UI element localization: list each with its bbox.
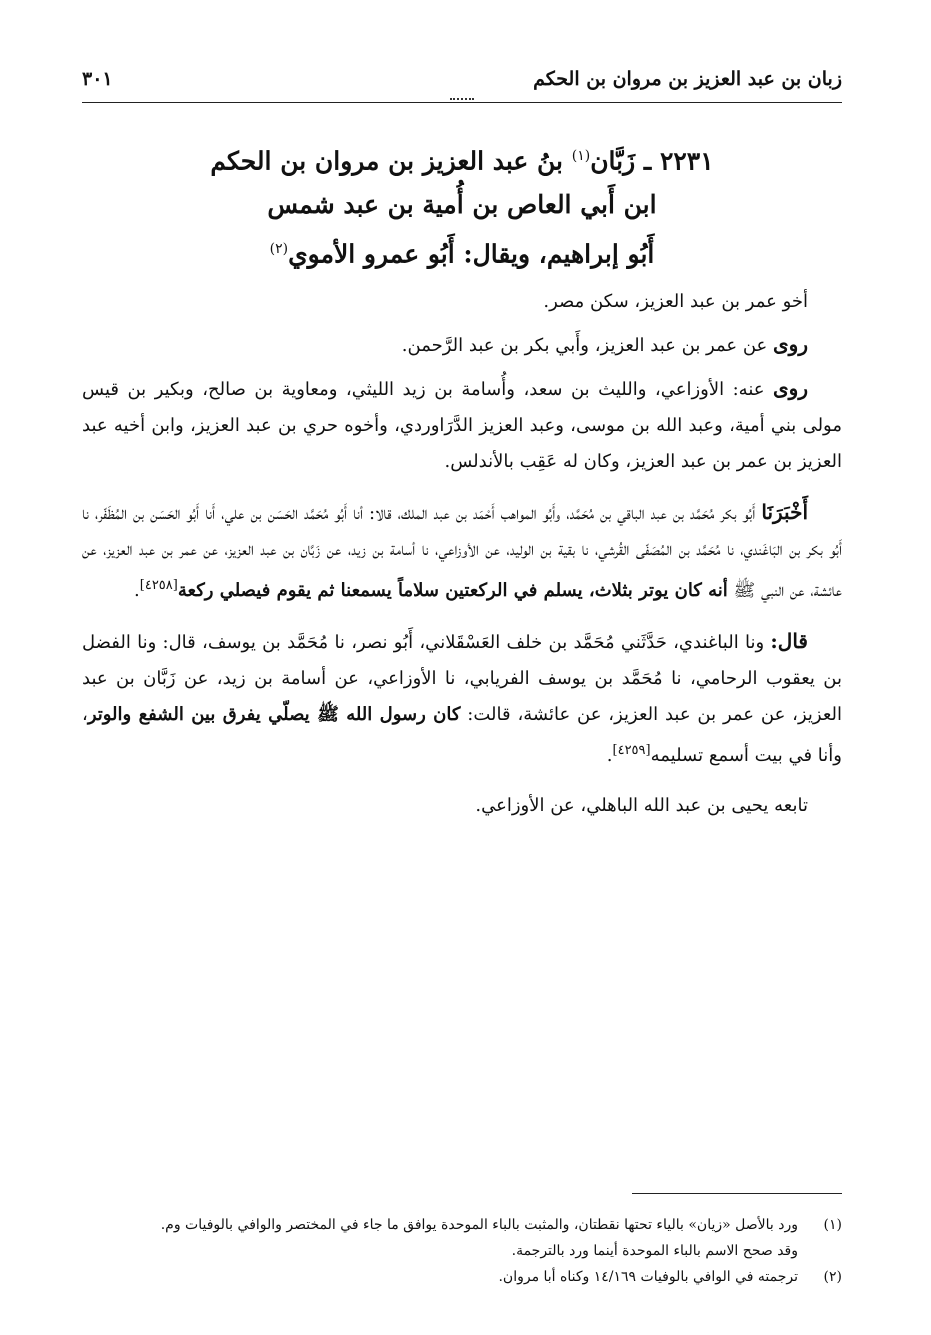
footnote-1-continuation: وقد صحح الاسم بالباء الموحدة أينما ورد بالترجمة. — [511, 1243, 798, 1259]
paragraph-end: . — [134, 580, 140, 601]
footnotes — [82, 1212, 842, 1290]
paragraph-hadith-2 — [82, 623, 842, 774]
footnote-divider — [632, 1193, 842, 1194]
footnote-ref-2[interactable]: (٢) — [269, 241, 289, 258]
lead-word: روى — [773, 376, 808, 400]
header-ornament — [450, 98, 474, 103]
hadith-matn: أنه كان يوتر بثلاث، يسلم في الركعتين سلاماً يسمعنا ثم يقوم فيصلي ركعة — [177, 580, 728, 601]
paragraph-end: . — [606, 745, 613, 766]
entry-heading-line-3 — [82, 227, 842, 276]
running-header — [82, 62, 842, 103]
hadith-matn: كان رسول الله ﷺ يصلّي يفرق بين الشفع والوتر — [87, 704, 461, 725]
lead-word: قال: — [770, 629, 808, 653]
footnote-number: (١) — [823, 1217, 842, 1233]
entry-heading-line-1 — [82, 134, 842, 183]
hadith-number: [٤٢٥٨] — [139, 578, 178, 593]
entry-heading-line-2: ابن أَبي العاص بن أُمية بن عبد شمس — [267, 190, 657, 220]
footnote-text: ورد بالأصل «زيان» بالياء تحتها نقطتان، والمثبت بالباء الموحدة يوافق ما جاء في المختصر والوافي بالوفيات وم. — [160, 1217, 798, 1233]
hadith-number: [٤٢٥٩] — [612, 743, 651, 758]
paragraph-narrators — [82, 370, 842, 480]
footnote-2 — [82, 1264, 842, 1290]
lead-word: أَخْبَرَنَا — [761, 500, 808, 524]
entry-lineage-1: بنُ عبد العزيز بن مروان بن الحكم — [210, 146, 563, 176]
paragraph-text: عن عمر بن عبد العزيز، وأَبي بكر بن عبد الرَّحمن. — [401, 335, 774, 356]
isnad-text: أَبُو بكر مُحَمَّد بن عبد الباقي بن مُحَمَّد، وأَبُو المواهب أَحْمَد بن عبد الملك، قالا: أنا أَبُو مُحَمَّد الحَسَن بن علي، أَنا أَبُو الحَسَن بن المُظَفّر، نا أَبُو بكر بن البَاغَندي، نا مُحَمَّد بن المُصَفّى القُرشي، نا بقية بن الوليد، عن الأوزاعي، نا أسامة بن زيد، عن زَبَّان بن عبد العزيز، عن عمر بن عبد العزيز، عن عائشة، عن النبي ﷺ — [82, 503, 842, 601]
paragraph-hadith-1 — [82, 494, 842, 609]
entry-number-name: ٢٢٣١ ـ زَبَّان — [590, 146, 714, 176]
document-page — [82, 62, 842, 1312]
page-number: ٣٠١ — [82, 68, 113, 90]
footnote-1 — [82, 1212, 842, 1238]
paragraph-narrated-from — [82, 326, 842, 364]
footnote-ref-1[interactable]: (١) — [571, 148, 591, 164]
paragraph-text: عنه: الأوزاعي، والليث بن سعد، وأُسامة بن زيد الليثي، ومعاوية بن صالح، وبكير بن قيس مولى بني أمية، وعبد الله بن موسى، وعبد العزيز الدَّرَاوردي، وأخوه حري بن عبد العزيز، وابن أخيه عبد العزيز بن عمر بن عبد العزيز، وكان له عَقِب بالأندلس. — [82, 379, 842, 472]
body-text — [82, 284, 842, 838]
footnote-text: ترجمته في الوافي بالوفيات ١٤/١٦٩ وكناه أبا مروان. — [498, 1269, 798, 1285]
isnad-text: ونا الباغندي، حَدَّثَني مُحَمَّد بن خلف العَسْقَلاني، أَبُو نصر، نا مُحَمَّد بن يوسف، قال: ونا الفضل بن يعقوب الرحامي، نا مُحَمَّد بن يوسف الفريابي، نا الأوزاعي، عن أسامة بن زيد، عن زَبَّان بن عبد العزيز، عن عمر بن عبد العزيز، عن عائشة، قالت: — [82, 632, 843, 725]
paragraph-text: ، وأنا في بيت أسمع تسليمه — [82, 704, 842, 766]
paragraph-follow-up: تابعه يحيى بن عبد الله الباهلي، عن الأوزاعي. — [475, 795, 808, 816]
entry-heading — [82, 134, 842, 277]
paragraph-residence: أخو عمر بن عبد العزيز، سكن مصر. — [543, 291, 808, 312]
lead-word: روى — [773, 332, 808, 356]
running-title: زبان بن عبد العزيز بن مروان بن الحكم — [533, 68, 842, 90]
entry-kunya: أَبُو إبراهيم، ويقال: أَبُو عمرو الأموي — [288, 239, 655, 269]
footnote-number: (٢) — [823, 1269, 842, 1285]
